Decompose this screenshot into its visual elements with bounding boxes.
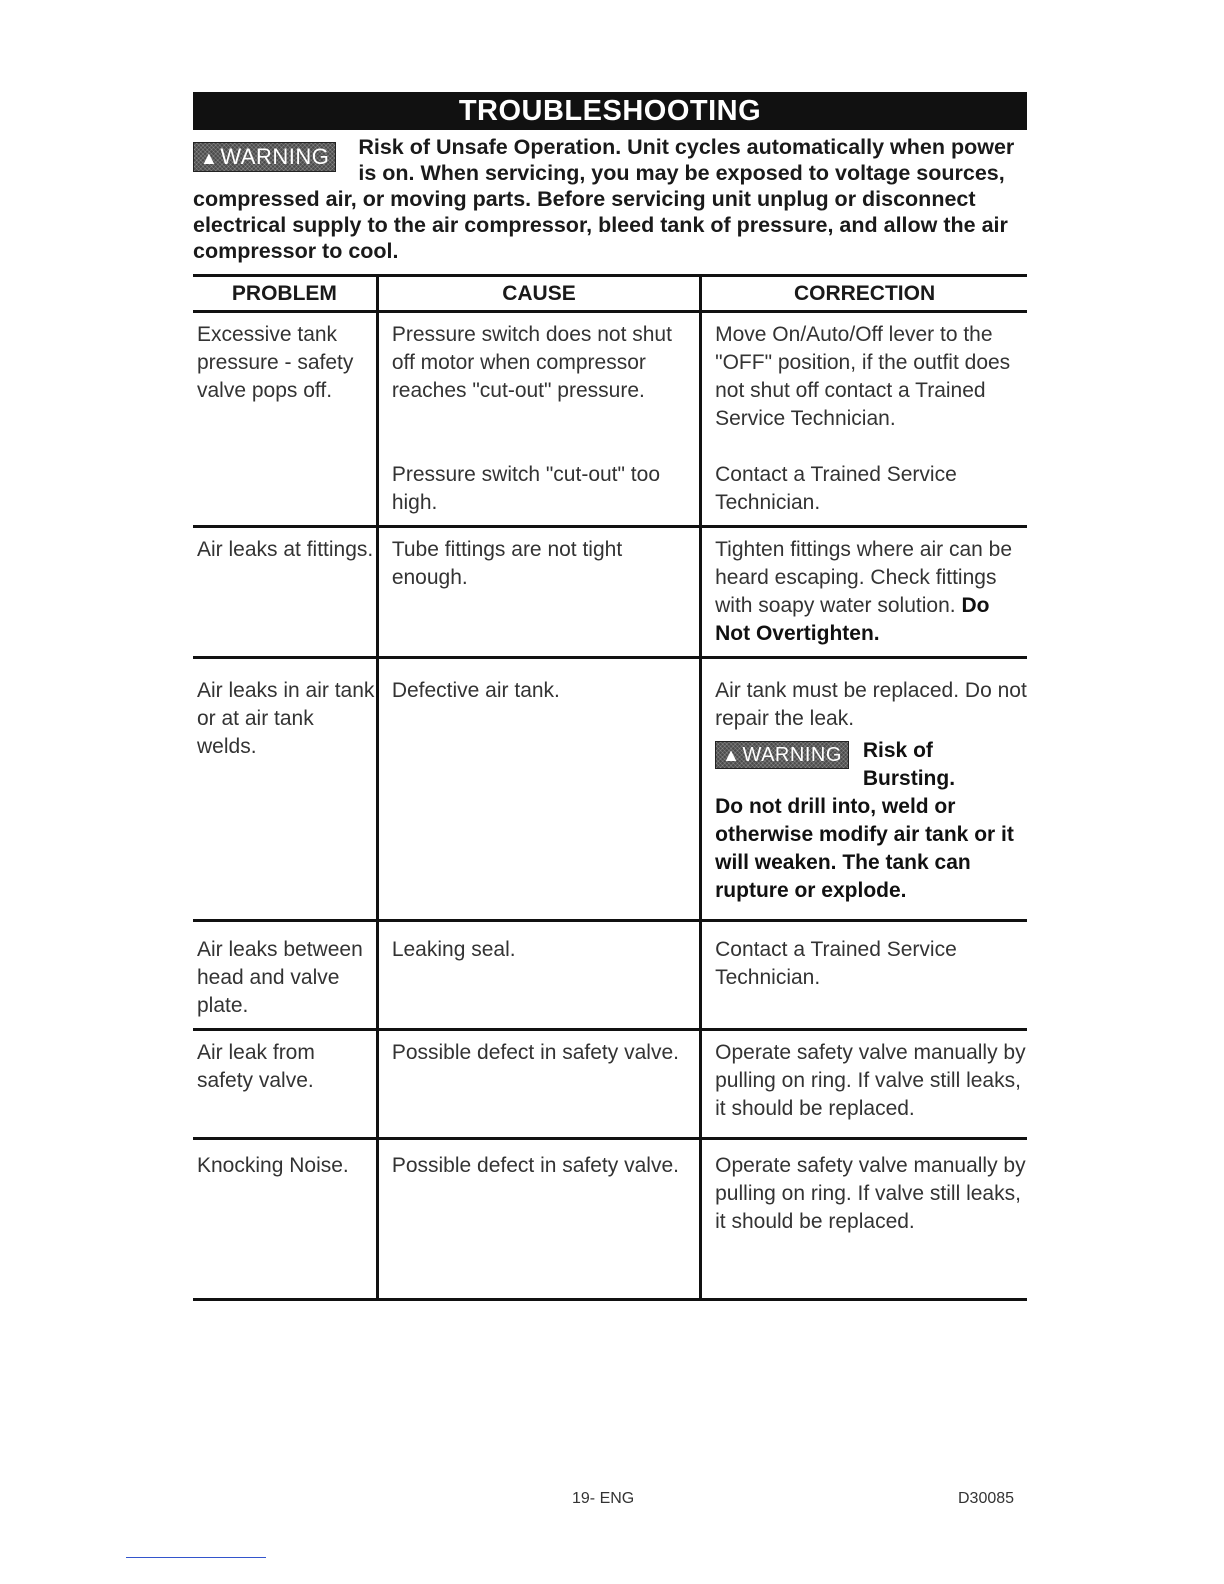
problem-cell: Excessive tank pressure - safety valve pops off. [193, 312, 377, 527]
warning-text: Do not drill into, weld or otherwise modify air tank or it will weaken. The tank can rupture or explode. [715, 795, 1014, 902]
warning-text: Risk of Unsafe Operation. Unit cycles automatically when power is on. When servicing, you may be exposed to voltage sources, compressed air, or moving parts. Before servicing unit unplug or disconnect electrical supply to the air compressor, bleed tank of pressure, and allow the air compressor to cool. [193, 135, 1015, 263]
tank-warning [715, 737, 1027, 905]
cause-text: Pressure switch does not shut off motor when compressor reaches "cut-out" pressure. [391, 323, 672, 402]
page-number: 19- ENG [572, 1490, 635, 1507]
correction-cell: Contact a Trained Service Technician. [701, 921, 1027, 1030]
warning-title: Risk of Bursting. [862, 739, 956, 790]
correction-cell [701, 658, 1027, 921]
table-row [193, 921, 1027, 1030]
divider [126, 1557, 266, 1558]
table-header-row [193, 276, 1027, 312]
correction-text: Tighten fittings where air can be heard escaping. Check fittings with soapy water solution. [715, 538, 1013, 617]
table-row [193, 658, 1027, 921]
page-title: TROUBLESHOOTING [193, 92, 1027, 130]
cause-cell: Possible defect in safety valve. [377, 1139, 700, 1300]
table-row [193, 312, 1027, 527]
table-row [193, 1139, 1027, 1300]
warning-triangle-icon: ▲ [200, 148, 219, 168]
troubleshooting-page [193, 92, 1027, 1301]
problem-cell: Knocking Noise. [197, 1154, 349, 1177]
cause-cell: Tube fittings are not tight enough. [377, 527, 700, 658]
problem-cell: Air leak from safety valve. [193, 1030, 377, 1139]
problem-cell: Air leaks at fittings. [193, 527, 377, 658]
document-code: D30085 [958, 1490, 1015, 1507]
cause-cell [377, 312, 700, 527]
warning-badge [193, 142, 336, 172]
correction-emphasis: Do Not Overtighten. [715, 594, 990, 645]
correction-text: Contact a Trained Service Technician. [715, 463, 957, 514]
cause-cell: Leaking seal. [377, 921, 700, 1030]
correction-cell: Operate safety valve manually by pulling on ring. If valve still leaks, it should be replaced. [701, 1030, 1027, 1139]
correction-cell [701, 312, 1027, 527]
correction-text: Move On/Auto/Off lever to the "OFF" position, if the outfit does not shut off contact a Trained Service Technician. [715, 323, 1011, 430]
correction-text: Air tank must be replaced. Do not repair the leak. [715, 679, 1027, 730]
warning-badge-label: WARNING [220, 144, 330, 169]
warning-badge [715, 741, 849, 769]
table-row [193, 527, 1027, 658]
cause-text: Pressure switch "cut-out" too high. [391, 463, 660, 514]
header-cause: CAUSE [377, 276, 700, 312]
header-correction: CORRECTION [701, 276, 1027, 312]
table-row [193, 1030, 1027, 1139]
cause-cell: Possible defect in safety valve. [377, 1030, 700, 1139]
troubleshooting-table [193, 274, 1027, 1301]
correction-cell: Operate safety valve manually by pulling on ring. If valve still leaks, it should be replaced. [701, 1139, 1027, 1300]
cause-cell: Defective air tank. [377, 658, 700, 921]
problem-cell: Air leaks between head and valve plate. [193, 921, 377, 1030]
correction-cell [701, 527, 1027, 658]
warning-notice [193, 134, 1027, 264]
warning-badge-label: WARNING [742, 744, 842, 766]
header-problem: PROBLEM [193, 276, 377, 312]
warning-triangle-icon: ▲ [722, 745, 741, 765]
problem-cell: Air leaks in air tank or at air tank welds. [193, 658, 377, 921]
